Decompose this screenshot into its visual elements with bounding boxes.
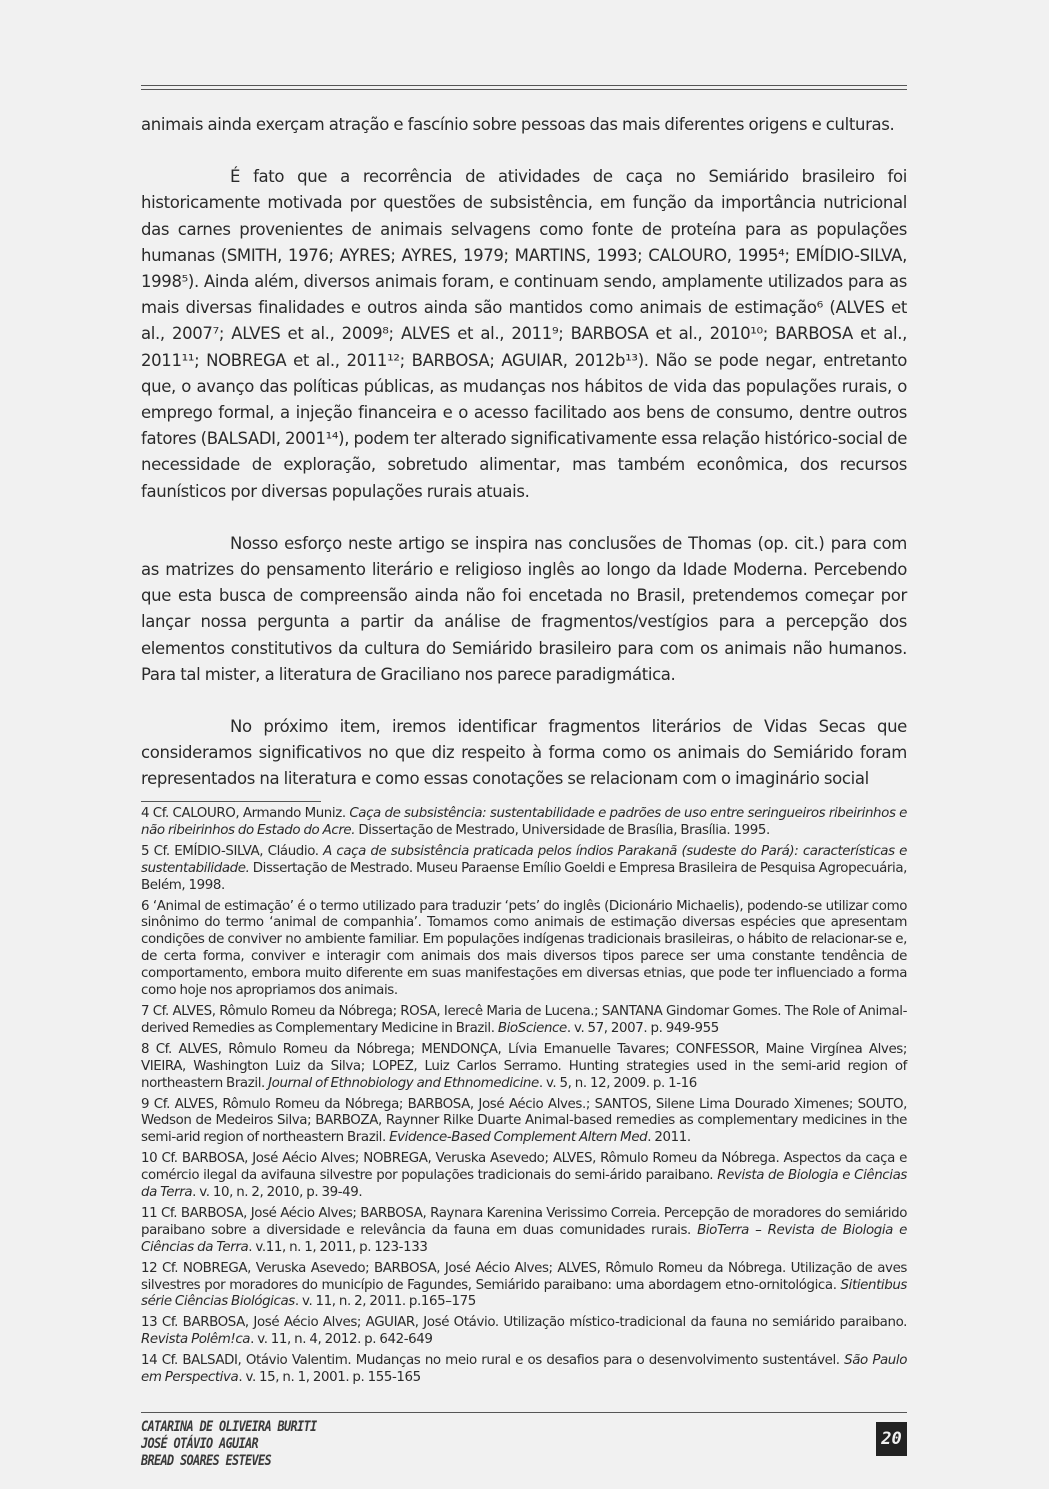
- footnote-7: 7 Cf. ALVES, Rômulo Romeu da Nóbrega; ROSA, Ierecê Maria de Lucena.; SANTANA Gindomar Gomes. The Role of Animal-derived Remedies as Complementary Medicine in Brazil. BioScience. v. 57, 2007. p. 949-955: [141, 1003, 907, 1036]
- footnote-8: 8 Cf. ALVES, Rômulo Romeu da Nóbrega; MENDONÇA, Lívia Emanuelle Tavares; CONFESSOR, Maine Virgínea Alves; VIEIRA, Washington Luiz da Silva; LOPEZ, Luiz Carlos Serramo. Hunting strategies used in the semi-arid region of northeastern Brazil. Journal of Ethnobiology and Ethnomedicine. v. 5, n. 12, 2009. p. 1-16: [141, 1041, 907, 1091]
- footnote-13: 13 Cf. BARBOSA, José Aécio Alves; AGUIAR, José Otávio. Utilização místico-tradicional da fauna no semiárido paraibano. Revista Polêm!ca. v. 11, n. 4, 2012. p. 642-649: [141, 1315, 907, 1348]
- paragraph-effort: Nosso esforço neste artigo se inspira nas conclusões de Thomas (op. cit.) para com as matrizes do pensamento literário e religioso inglês ao longo da Idade Moderna. Percebendo que esta busca de compreensão ainda não foi encetada no Brasil, pretendemos começar por lançar nossa pergunta a partir da análise de fragmentos/vestígios para a percepção dos elementos constitutivos da cultura do Semiárido brasileiro para com os animais não humanos. Para tal mister, a literatura de Graciliano nos parece paradigmática.: [141, 533, 907, 684]
- main-text: [141, 112, 907, 819]
- footnote-10: 10 Cf. BARBOSA, José Aécio Alves; NOBREGA, Veruska Asevedo; ALVES, Rômulo Romeu da Nóbrega. Aspectos da caça e comércio ilegal da avifauna silvestre por populações tradicionais do semi-árido paraibano. Revista de Biologia e Ciências da Terra. v. 10, n. 2, 2010, p. 39-49.: [141, 1151, 907, 1201]
- footnote-4: 4 Cf. CALOURO, Armando Muniz. Caça de subsistência: sustentabilidade e padrões de uso entre seringueiros ribeirinhos e não ribeirinhos do Estado do Acre. Dissertação de Mestrado, Universidade de Brasília, Brasília. 1995.: [141, 806, 907, 838]
- footnotes: [141, 806, 907, 1391]
- author-2: JOSÉ OTÁVIO AGUIAR: [141, 1436, 259, 1452]
- footnote-separator: [141, 801, 321, 802]
- paragraph-hunting: É fato que a recorrência de atividades de caça no Semiárido brasileiro foi historicamente motivada por questões de subsistência, em função da importância nutricional das carnes provenientes de animais selvagens como fonte de proteína para as populações humanas (SMITH, 1976; AYRES; AYRES, 1979; MARTINS, 1993; CALOURO, 1995⁴; EMÍDIO-SILVA, 1998⁵). Ainda além, diversos animais foram, e continuam sendo, amplamente utilizados para as mais diversas finalidades e outros ainda são mantidos como animais de estimação⁶ (ALVES et al., 2007⁷; ALVES et al., 2009⁸; ALVES et al., 2011⁹; BARBOSA et al., 2010¹⁰; BARBOSA et al., 2011¹¹; NOBREGA et al., 2011¹²; BARBOSA; AGUIAR, 2012b¹³). Não se pode negar, entretanto que, o avanço das políticas públicas, as mudanças nos hábitos de vida das populações rurais, o emprego formal, a injeção financeira e o acesso facilitado aos bens de consumo, dentre outros fatores (BALSADI, 2001¹⁴), podem ter alterado significativamente essa relação histórico-social de necessidade de exploração, sobretudo alimentar, mas também econômica, dos recursos faunísticos por diversas populações rurais atuais.: [141, 167, 907, 501]
- footnote-14: 14 Cf. BALSADI, Otávio Valentim. Mudanças no meio rural e os desafios para o desenvolvimento sustentável. São Paulo em Perspectiva. v. 15, n. 1, 2001. p. 155-165: [141, 1353, 907, 1386]
- footer-rule: [141, 1412, 907, 1413]
- footnote-12: 12 Cf. NOBREGA, Veruska Asevedo; BARBOSA, José Aécio Alves; ALVES, Rômulo Romeu da Nóbrega. Utilização de aves silvestres por moradores do município de Fagundes, Semiárido paraibano: uma abordagem etno-ornitológica. Sitientibus série Ciências Biológicas. v. 11, n. 2, 2011. p.165–175: [141, 1260, 907, 1310]
- footnote-5: 5 Cf. EMÍDIO-SILVA, Cláudio. A caça de subsistência praticada pelos índios Parakanã (sudeste do Pará): características e sustentabilidade. Dissertação de Mestrado. Museu Paraense Emílio Goeldi e Empresa Brasileira de Pesquisa Agropecuária, Belém, 1998.: [141, 843, 907, 893]
- header-rule-top: [141, 85, 907, 86]
- footer-authors: [141, 1419, 317, 1470]
- footnote-9: 9 Cf. ALVES, Rômulo Romeu da Nóbrega; BARBOSA, José Aécio Alves.; SANTOS, Silene Lima Dourado Ximenes; SOUTO, Wedson de Medeiros Silva; BARBOZA, Raynner Rilke Duarte Animal-based remedies as complementary medicines in the semi-arid region of northeastern Brazil. Evidence-Based Complement Altern Med. 2011.: [141, 1096, 907, 1146]
- author-1: CATARINA DE OLIVEIRA BURITI: [141, 1419, 317, 1435]
- page-number: 20: [876, 1422, 907, 1456]
- paragraph-continuation: animais ainda exerçam atração e fascínio sobre pessoas das mais diferentes origens e culturas.: [141, 115, 895, 134]
- paragraph-next-item: No próximo item, iremos identificar fragmentos literários de Vidas Secas que consideramos significativos no que diz respeito à forma como os animais do Semiárido foram representados na literatura e como essas conotações se relacionam com o imaginário social: [141, 717, 907, 789]
- header-rule-bottom: [141, 89, 907, 90]
- footnote-11: 11 Cf. BARBOSA, José Aécio Alves; BARBOSA, Raynara Karenina Verissimo Correia. Percepção de moradores do semiárido paraibano sobre a diversidade e relevância da fauna em duas comunidades rurais. BioTerra – Revista de Biologia e Ciências da Terra. v.11, n. 1, 2011, p. 123-133: [141, 1205, 907, 1255]
- footnote-6: 6 ‘Animal de estimação’ é o termo utilizado para traduzir ‘pets’ do inglês (Dicionário Michaelis), podendo-se utilizar como sinônimo do termo ‘animal de companhia’. Tomamos como animais de estimação diversas espécies que apresentam condições de conviver no ambiente familiar. Em populações indígenas tradicionais brasileiras, o hábito de relacionar-se e, de certa forma, conviver e interagir com animais dos mais diversos tipos parece ser uma constante tendência de comportamento, embora muito diferente em suas manifestações em diversas etnias, que pode ter influenciado a forma como hoje nos apropriamos dos animais.: [141, 898, 907, 999]
- author-3: BREAD SOARES ESTEVES: [141, 1453, 272, 1469]
